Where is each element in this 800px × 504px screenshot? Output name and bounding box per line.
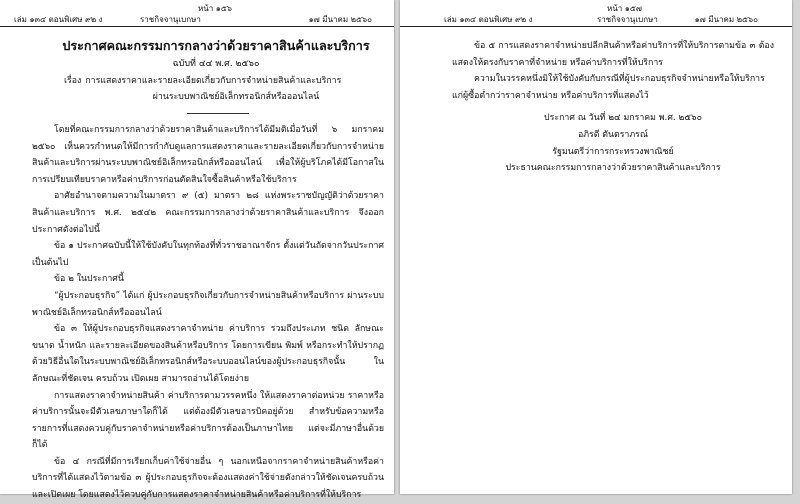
subject-block [32,73,384,105]
paragraph: การแสดงราคาจำหน่ายสินค้า ค่าบริการตามวรรคหนึ่ง ให้แสดงราคาต่อหน่วย ราคาหรือค่าบริการนั้นจะมีตัวเลขภาษาใดก็ได้ แต่ต้องมีตัวเลขอารบิคอยู่ด้วย สำหรับข้อความหรือรายการที่แสดงควบคู่กับราคาจำหน่ายหรือค่าบริการต้องเป็นภาษาไทย แต่จะมีภาษาอื่นด้วยก็ได้ [32,390,384,451]
page-header [0,14,394,27]
paragraph: ความในวรรคหนึ่งมิให้ใช้บังคับกับกรณีที่ผู้ประกอบธุรกิจจำหน่ายหรือให้บริการแก่ผู้ซื้อต่ำกว่าราคาจำหน่าย หรือค่าบริการที่แสดงไว้ [452,74,765,101]
subject-line-2: ผ่านระบบพาณิชย์อิเล็กทรอนิกส์หรือออนไลน์ [152,92,320,102]
page-body [0,36,394,504]
gazette-page-left [0,0,394,501]
paragraph: อาศัยอำนาจตามความในมาตรา ๙ (๕) มาตรา ๒๘ แห่งพระราชบัญญัติว่าด้วยราคาสินค้าและบริการ พ.ศ. ๒๕๔๒ คณะกรรมการกลางว่าด้วยราคาสินค้าและบริการ จึงออกประกาศดังต่อไปนี้ [32,191,384,235]
signatory-name: อภิรดี ตันตราภรณ์ [577,129,649,140]
page-number: หน้า ๑๕๖ [198,4,232,13]
gazette-page-right [400,0,792,494]
volume-label: เล่ม ๑๓๔ ตอนพิเศษ ๙๒ ง [444,15,533,24]
clause-4: ข้อ ๔ กรณีที่มีการเรียกเก็บค่าใช้จ่ายอื่น ๆ นอกเหนือจากราคาจำหน่ายสินค้าหรือค่าบริการที่ได้แสดงไว้ตามข้อ ๓ ผู้ประกอบธุรกิจจะต้องแสดงค่าใช้จ่ายดังกล่าวให้ชัดเจนครบถ้วนและเปิดเผย โดยแสดงไว้ควบคู่กับการแสดงราคาจำหน่ายสินค้าหรือค่าบริการที่ให้บริการ [32,456,384,501]
signatory-position: รัฐมนตรีว่าการกระทรวงพาณิชย์ [552,146,674,157]
clause-5: ข้อ ๕ การแสดงราคาจำหน่ายปลีกสินค้าหรือค่าบริการที่ให้บริการตามข้อ ๓ ต้องแสดงให้ตรงกับราคาที่จำหน่าย หรือค่าบริการที่ให้บริการ [452,41,774,68]
signature-date: ประกาศ ณ วันที่ ๒๔ มกราคม พ.ศ. ๒๕๖๐ [544,113,702,124]
gazette-name: ราชกิจจานุเบกษา [597,15,658,24]
subject-line-1: การแสดงราคาและรายละเอียดเกี่ยวกับการจำหน่ายสินค้าและบริการ [85,76,342,86]
subject-label: เรื่อง [64,76,82,86]
page-number: หน้า ๑๕๗ [607,4,642,13]
definition-paragraph: “ผู้ประกอบธุรกิจ” ได้แก่ ผู้ประกอบธุรกิจเกี่ยวกับการจำหน่ายสินค้าหรือบริการ ผ่านระบบพาณิชย์อิเล็กทรอนิกส์หรือออนไลน์ [32,290,384,318]
volume-label: เล่ม ๑๓๔ ตอนพิเศษ ๙๒ ง [14,15,103,24]
clause-3: ข้อ ๓ ให้ผู้ประกอบธุรกิจแสดงราคาจำหน่าย ค่าบริการ รวมถึงประเภท ชนิด ลักษณะ ขนาด น้ำหนัก และรายละเอียดของสินค้าหรือบริการ โดยการเขียน พิมพ์ หรือกระทำให้ปรากฏด้วยวิธีอื่นใดในระบบพาณิชย์อิเล็กทรอนิกส์หรือระบบออนไลน์ของผู้ประกอบธุรกิจนั้น ในลักษณะที่ชัดเจน ครบถ้วน เปิดเผย สามารถอ่านได้โดยง่าย [32,324,384,384]
page-header [400,14,792,27]
clause-1: ข้อ ๑ ประกาศฉบับนี้ให้ใช้บังคับในทุกท้องที่ทั่วราชอาณาจักร ตั้งแต่วันถัดจากวันประกาศเป็นต้นไป [32,241,384,268]
announcement-title: ประกาศคณะกรรมการกลางว่าด้วยราคาสินค้าและบริการ [62,38,370,53]
title-separator [187,113,249,114]
issue-date: ๑๗ มีนาคม ๒๕๖๐ [694,15,758,24]
announcement-number: ฉบับที่ ๔๔ พ.ศ. ๒๕๖๐ [172,59,260,69]
issue-date: ๑๗ มีนาคม ๒๕๖๐ [308,15,372,24]
paragraph: โดยที่คณะกรรมการกลางว่าด้วยราคาสินค้าและบริการได้มีมติเมื่อวันที่ ๖ มกราคม ๒๕๖๐ เห็นควรกำหนดให้มีการกำกับดูแลการแสดงราคาและรายละเอียดเกี่ยวกับการจำหน่ายสินค้าและบริการผ่านระบบพาณิชย์อิเล็กทรอนิกส์หรือออนไลน์ เพื่อให้ผู้บริโภคได้มีโอกาสในการเปรียบเทียบราคาหรือค่าบริการก่อนตัดสินใจซื้อสินค้าหรือใช้บริการ [32,125,384,185]
gazette-name: ราชกิจจานุเบกษา [140,15,201,24]
clause-2: ข้อ ๒ ในประกาศนี้ [54,274,124,285]
page-body [400,38,792,177]
signatory-position: ประธานคณะกรรมการกลางว่าด้วยราคาสินค้าและบริการ [505,163,721,174]
